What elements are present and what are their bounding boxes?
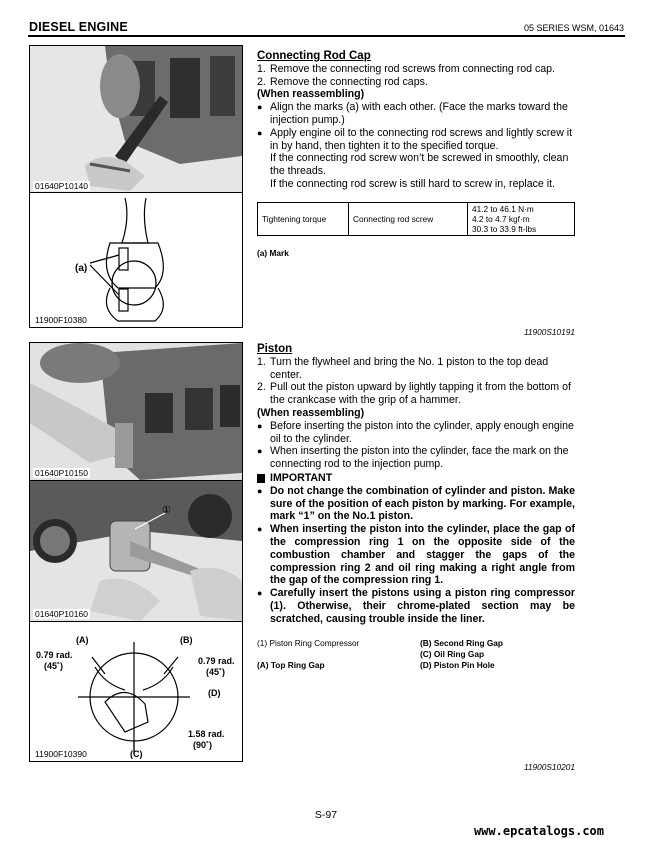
label-C: (C) (130, 749, 143, 759)
figure-caption: 11900F10380 (35, 315, 87, 325)
angle-label: 1.58 rad. (188, 729, 225, 739)
reference-code: 11900S10191 (523, 327, 575, 337)
figure-photo-ring-compressor (29, 480, 243, 622)
figure-photo-piston (29, 342, 243, 481)
important-heading: IMPORTANT (257, 472, 575, 485)
important-item: ● When inserting the piston into the cylinder, place the gap of the compression ring 1 on the opposite side of the combustion chamber and stagger the gaps of the compression ring 2 and oil ring making a right angle from the gap of the compression ring 1. (257, 523, 575, 587)
important-square-icon (257, 474, 265, 483)
figure-caption: 01640P10150 (35, 468, 88, 478)
mark-label: (a) (75, 263, 88, 274)
step: 1. Turn the flywheel and bring the No. 1 piston to the top dead center. (257, 355, 549, 381)
bullet-item: ● Apply engine oil to the connecting rod screws and lightly screw it in by hand, then tighten it to the specified torque. (257, 126, 573, 152)
section-connecting-rod-cap (257, 50, 575, 191)
label-B: (B) (180, 635, 193, 645)
reassembly-heading: (When reassembling) (257, 88, 365, 101)
angle-label: 0.79 rad. (36, 650, 73, 660)
important-item: ● Do not change the combination of cylinder and piston. Make sure of the position of each piston by marking. For example, mark “1” on the No.1 piston. (257, 484, 575, 523)
angle-label-deg: (45˚) (44, 661, 64, 671)
callout-1-label: ① (162, 505, 171, 516)
note: If the connecting rod screw is still hard to screw in, replace it. (270, 177, 555, 190)
legend-item: (D) Piston Pin Hole (420, 660, 495, 670)
torque-label: Tightening torque (258, 203, 349, 236)
connecting-rod-drawing (30, 193, 242, 327)
header-title: DIESEL ENGINE (29, 20, 128, 34)
step: 2. Remove the connecting rod caps. (257, 75, 428, 88)
photo-illustration (30, 46, 242, 193)
angle-label-deg: (90˚) (193, 740, 213, 750)
legend-item: (A) Top Ring Gap (257, 660, 325, 670)
important-item: ● Carefully insert the pistons using a piston ring compressor (1). Otherwise, their chrome-plated section may be scratched, causing trouble inside the liner. (257, 587, 575, 625)
note: If the connecting rod screw won’t be screwed in smoothly, clean the threads. (270, 152, 569, 178)
photo-illustration (30, 481, 242, 621)
reassembly-heading: (When reassembling) (257, 406, 365, 419)
step: 1. Remove the connecting rod screws from connecting rod cap. (257, 62, 555, 75)
label-A: (A) (76, 635, 89, 645)
label-D: (D) (208, 688, 221, 698)
bullet-item: ● When inserting the piston into the cylinder, face the mark on the connecting rod to the injection pump. (257, 445, 569, 471)
watermark-url: www.epcatalogs.com (473, 824, 604, 838)
legend-mark: (a) Mark (257, 248, 289, 258)
torque-table (257, 202, 575, 236)
header-manual-id: 05 SERIES WSM, 01643 (523, 23, 624, 33)
figure-drawing-connecting-rod (29, 192, 243, 328)
figure-caption: 01640P10160 (35, 609, 88, 619)
legend-item: (C) Oil Ring Gap (420, 649, 485, 659)
section-title: Piston (257, 343, 293, 355)
legend-item: (B) Second Ring Gap (420, 638, 503, 648)
page-number: S-97 (314, 809, 338, 821)
bullet-item: ● Before inserting the piston into the cylinder, apply enough engine oil to the cylinder. (257, 419, 574, 445)
step: 2. Pull out the piston upward by lightly tapping it from the bottom of the crankcase with the grip of a hammer. (257, 381, 571, 407)
figure-photo-rod-cap (29, 45, 243, 194)
figure-caption: 11900F10390 (35, 749, 87, 759)
legend-item: (1) Piston Ring Compressor (257, 638, 360, 648)
figure-drawing-ring-gaps (29, 621, 243, 762)
angle-label-deg: (45˚) (206, 667, 226, 677)
header-rule (28, 35, 625, 37)
angle-label: 0.79 rad. (198, 656, 235, 666)
torque-values: 41.2 to 46.1 N·m 4.2 to 4.7 kgf·m 30.3 to 33.9 ft-lbs (468, 203, 575, 236)
reference-code: 11900S10201 (523, 762, 575, 772)
bullet-item: ● Align the marks (a) with each other. (Face the marks toward the injection pump.) (257, 101, 568, 126)
figure-caption: 01640P10140 (35, 181, 88, 191)
section-title: Connecting Rod Cap (257, 50, 371, 62)
section-piston (257, 343, 575, 626)
photo-illustration (30, 343, 242, 480)
torque-item: Connecting rod screw (349, 203, 468, 236)
